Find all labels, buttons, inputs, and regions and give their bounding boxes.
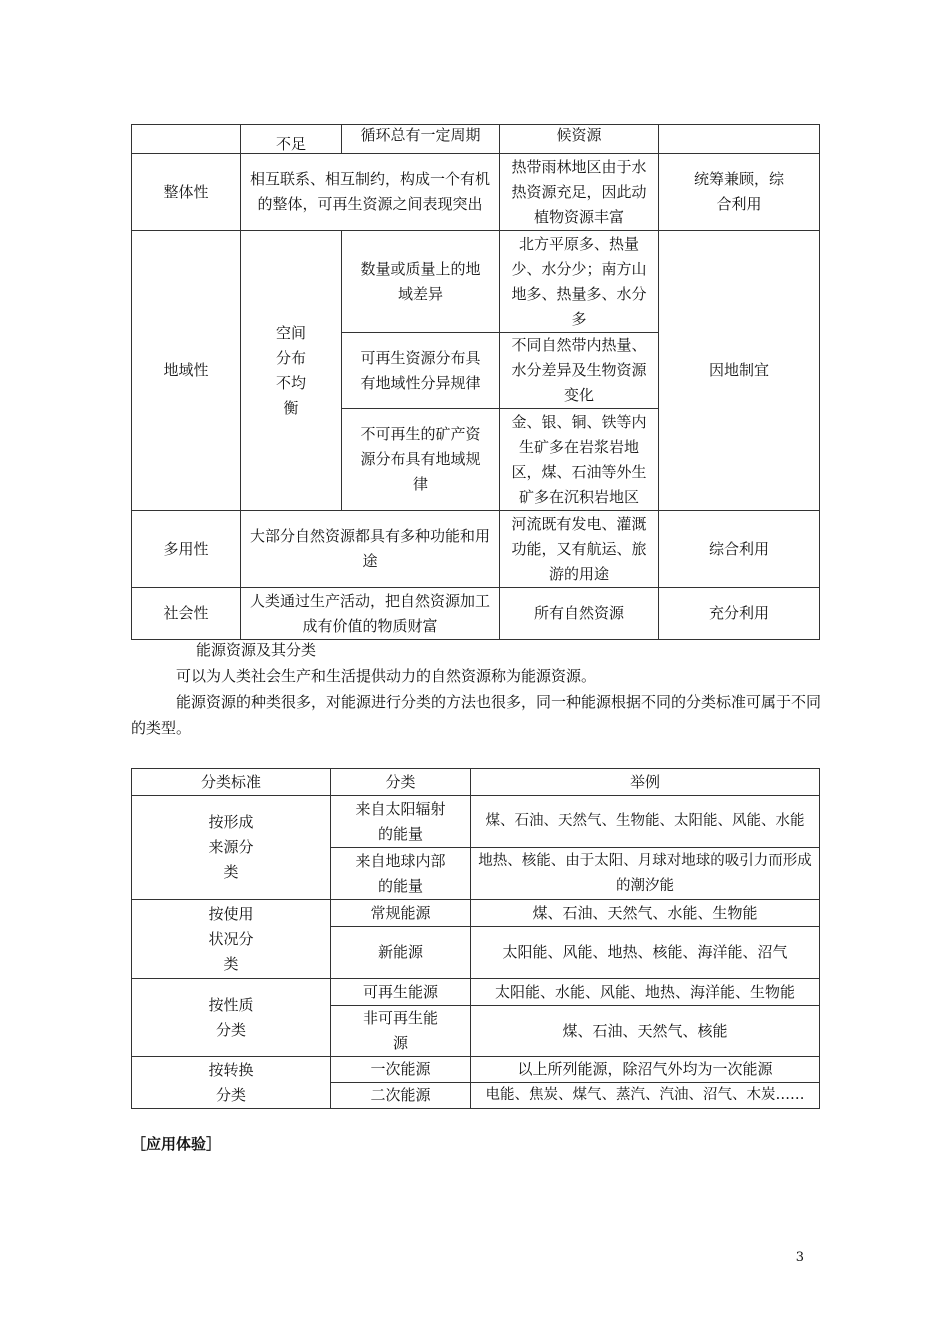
table-row [132, 511, 820, 588]
table-cell: 人类通过生产活动，把自然资源加工成有价值的物质财富 [241, 588, 500, 640]
table-cell: 可再生资源分布具有地域性分异规律 [342, 333, 500, 409]
table-cell: 候资源 [500, 125, 659, 154]
header-cell: 分类 [331, 769, 471, 796]
table-cell: 相互联系、相互制约，构成一个有机的整体，可再生资源之间表现突出 [241, 154, 500, 231]
table-cell: 北方平原多、热量少、水分少；南方山地多、热量多、水分多 [500, 231, 659, 333]
table-header-row [132, 769, 820, 796]
resource-characteristics-table [131, 124, 820, 640]
table-row [132, 588, 820, 640]
table-cell: 太阳能、风能、地热、核能、海洋能、沼气 [471, 927, 820, 979]
table-cell: 来自地球内部的能量 [331, 848, 471, 900]
table-cell: 可再生能源 [331, 979, 471, 1006]
paragraph: 能源资源的种类很多，对能源进行分类的方法也很多，同一种能源根据不同的分类标准可属于不同的类型。 [131, 693, 822, 737]
table-cell: 大部分自然资源都具有多种功能和用途 [241, 511, 500, 588]
table-row [132, 900, 820, 927]
table-cell: 煤、石油、天然气、核能 [471, 1006, 820, 1057]
table-cell: 非可再生能源 [331, 1006, 471, 1057]
table-row [132, 125, 820, 154]
energy-classification-table [131, 768, 820, 1109]
table-cell: 综合利用 [659, 511, 820, 588]
table-cell: 数量或质量上的地域差异 [342, 231, 500, 333]
section-title: 能源资源及其分类 [196, 641, 317, 659]
table-cell: 河流既有发电、灌溉功能，又有航运、旅游的用途 [500, 511, 659, 588]
table-cell: 按使用状况分类 [132, 900, 331, 979]
table-cell: 按形成来源分类 [132, 796, 331, 900]
table-cell: 新能源 [331, 927, 471, 979]
table-cell: 地热、核能、由于太阳、月球对地球的吸引力而形成的潮汐能 [471, 848, 820, 900]
table-row [132, 154, 820, 231]
table-cell: 来自太阳辐射的能量 [331, 796, 471, 848]
table-cell: 以上所列能源，除沼气外均为一次能源 [471, 1057, 820, 1083]
table-row [132, 979, 820, 1006]
table-cell: 空间分布不均衡 [241, 231, 342, 511]
table-cell: 太阳能、水能、风能、地热、海洋能、生物能 [471, 979, 820, 1006]
table-row [132, 796, 820, 848]
table-cell: 不同自然带内热量、水分差异及生物资源变化 [500, 333, 659, 409]
table-cell: 循环总有一定周期 [342, 125, 500, 154]
table-cell: 不可再生的矿产资源分布具有地域规律 [342, 409, 500, 511]
table-cell [132, 125, 241, 154]
table-cell [659, 125, 820, 154]
section-heading: ［应用体验］ [131, 1135, 222, 1153]
table-row [132, 1057, 820, 1083]
table-cell: 二次能源 [331, 1083, 471, 1109]
table-cell: 因地制宜 [659, 231, 820, 511]
table-cell: 整体性 [132, 154, 241, 231]
table-cell: 按性质分类 [132, 979, 331, 1057]
table-cell: 煤、石油、天然气、水能、生物能 [471, 900, 820, 927]
page-number: 3 [795, 1250, 804, 1265]
table-cell: 金、银、铜、铁等内生矿多在岩浆岩地区，煤、石油等外生矿多在沉积岩地区 [500, 409, 659, 511]
paragraph: 可以为人类社会生产和生活提供动力的自然资源称为能源资源。 [176, 667, 597, 685]
table-row [132, 231, 820, 333]
table-cell: 热带雨林地区由于水热资源充足，因此动植物资源丰富 [500, 154, 659, 231]
table-cell: 充分利用 [659, 588, 820, 640]
table-cell: 地域性 [132, 231, 241, 511]
table-cell: 所有自然资源 [500, 588, 659, 640]
table-cell: 不足 [241, 125, 342, 154]
table-cell: 一次能源 [331, 1057, 471, 1083]
table-cell: 社会性 [132, 588, 241, 640]
table-cell: 常规能源 [331, 900, 471, 927]
table-cell: 统筹兼顾，综合利用 [659, 154, 820, 231]
table-cell: 电能、焦炭、煤气、蒸汽、汽油、沼气、木炭…… [471, 1083, 820, 1109]
table-cell: 煤、石油、天然气、生物能、太阳能、风能、水能 [471, 796, 820, 848]
header-cell: 举例 [471, 769, 820, 796]
table-cell: 按转换分类 [132, 1057, 331, 1109]
header-cell: 分类标准 [132, 769, 331, 796]
table-cell: 多用性 [132, 511, 241, 588]
